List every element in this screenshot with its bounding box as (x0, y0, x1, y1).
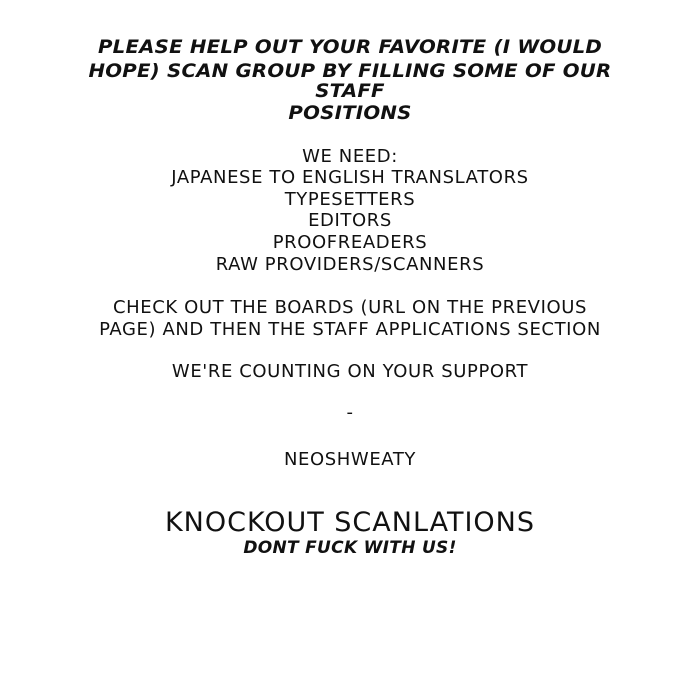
brand-tagline: DONT FUCK WITH US! (243, 538, 457, 558)
dash-divider: - (346, 402, 354, 423)
needs-item-proofreaders: PROOFREADERS (272, 232, 428, 253)
needs-item-editors: EDITORS (308, 210, 392, 231)
brand-name: KNOCKOUT SCANLATIONS (164, 507, 536, 538)
header-line-1: PLEASE HELP OUT YOUR FAVORITE (I WOULD (97, 36, 603, 58)
header-line-3: STAFF (315, 80, 385, 102)
needs-item-translators: JAPANESE TO ENGLISH TRANSLATORS (171, 167, 529, 188)
boards-line-2: PAGE) AND THEN THE STAFF APPLICATIONS SECTION (99, 319, 601, 340)
needs-item-raw-providers: RAW PROVIDERS/SCANNERS (215, 254, 485, 275)
header-line-4: POSITIONS (288, 102, 412, 124)
needs-intro: WE NEED: (302, 146, 398, 167)
boards-line-1: CHECK OUT THE BOARDS (URL ON THE PREVIOUS (112, 297, 588, 318)
support-line: WE'RE COUNTING ON YOUR SUPPORT (171, 361, 529, 382)
needs-item-typesetters: TYPESETTERS (284, 189, 416, 210)
signature: NEOSHWEATY (283, 449, 417, 470)
header-line-2: HOPE) SCAN GROUP BY FILLING SOME OF OUR (88, 60, 612, 82)
